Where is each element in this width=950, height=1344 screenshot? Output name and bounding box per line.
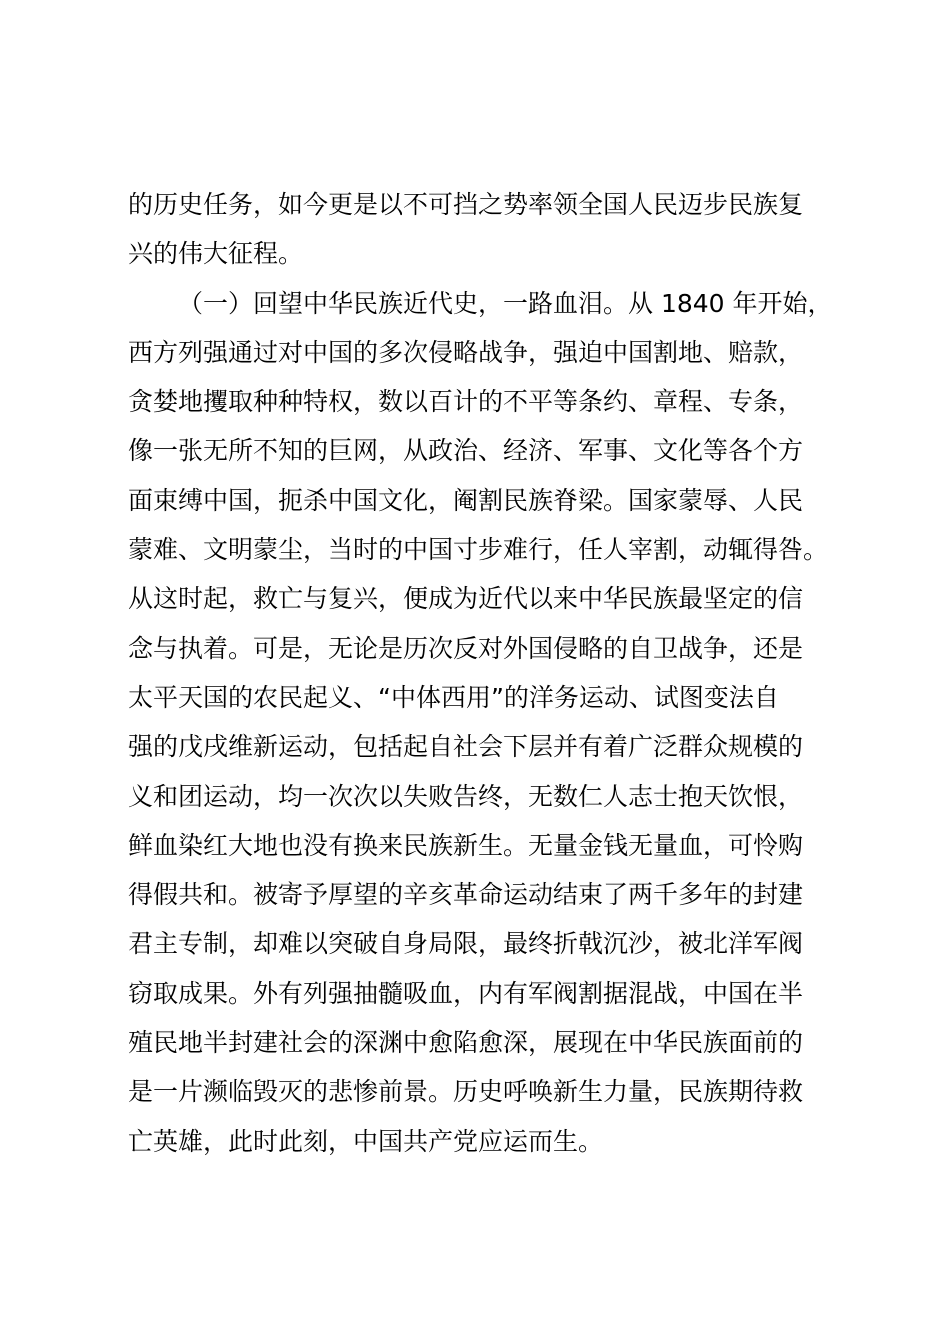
text-line: 的历史任务，如今更是以不可挡之势率领全国人民迈步民族复 <box>128 190 804 219</box>
text-line: 鲜血染红大地也没有换来民族新生。无量金钱无量血，可怜购 <box>128 830 804 860</box>
text-line: 西方列强通过对中国的多次侵略战争，强迫中国割地、赔款， <box>128 337 804 367</box>
text-line: 亡英雄，此时此刻，中国共产党应运而生。 <box>128 1126 604 1156</box>
text-line: 君主专制，却难以突破自身局限，最终折戟沉沙，被北洋军阀 <box>128 929 804 959</box>
text-line: 面束缚中国，扼杀中国文化，阉割民族脊梁。国家蒙辱、人民 <box>128 485 804 515</box>
text-line: 窃取成果。外有列强抽髓吸血，内有军阀割据混战，中国在半 <box>128 978 804 1008</box>
text-line: 太平天国的农民起义、“中体西用”的洋务运动、试图变法自 <box>128 682 779 712</box>
text-line: 从这时起，救亡与复兴，便成为近代以来中华民族最坚定的信 <box>128 584 804 614</box>
text-line: 兴的伟大征程。 <box>128 239 304 269</box>
text-line: 是一片濒临毁灭的悲惨前景。历史呼唤新生力量，民族期待救 <box>128 1077 804 1107</box>
body-text <box>128 180 858 1166</box>
text-line: 像一张无所不知的巨网，从政治、经济、军事、文化等各个方 <box>128 436 804 466</box>
text-line: 义和团运动，均一次次以失败告终，无数仁人志士抱天饮恨， <box>128 781 804 811</box>
text-line: （一）回望中华民族近代史，一路血泪。从 1840 年开始， <box>178 288 833 318</box>
text-line: 得假共和。被寄予厚望的辛亥革命运动结束了两千多年的封建 <box>128 880 804 910</box>
text-line: 强的戊戌维新运动，包括起自社会下层并有着广泛群众规模的 <box>128 732 804 762</box>
text-line: 贪婪地攫取种种特权，数以百计的不平等条约、章程、专条， <box>128 387 804 417</box>
text-line: 蒙难、文明蒙尘，当时的中国寸步难行，任人宰割，动辄得咎。 <box>128 535 829 565</box>
text-line: 念与执着。可是，无论是历次反对外国侵略的自卫战争，还是 <box>128 633 804 663</box>
text-line: 殖民地半封建社会的深渊中愈陷愈深，展现在中华民族面前的 <box>128 1028 804 1058</box>
